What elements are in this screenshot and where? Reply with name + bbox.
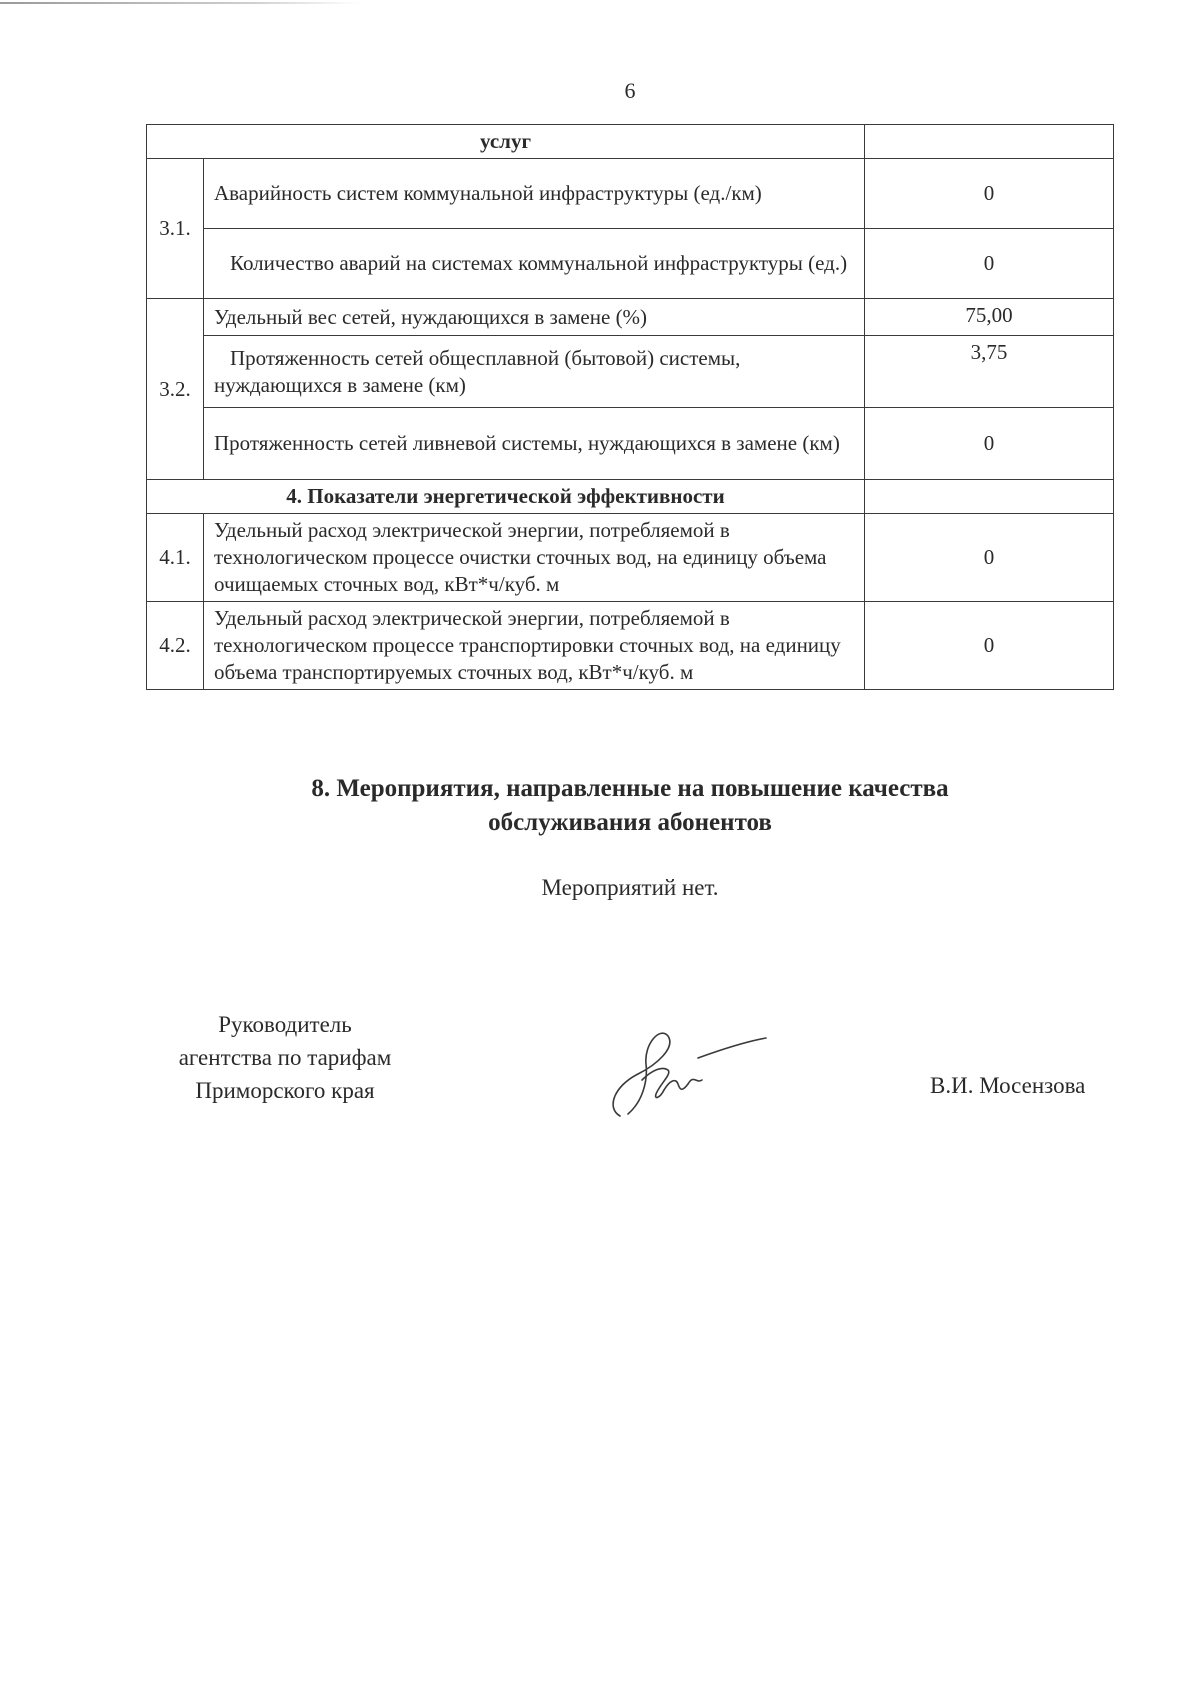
signatory-title: [140, 1008, 430, 1107]
section-header-energy: 4. Показатели энергетической эффективности: [147, 480, 865, 514]
carry-header-cell: услуг: [147, 125, 865, 159]
section-8-heading-line1: 8. Мероприятия, направленные на повышение качества: [311, 775, 949, 802]
row-number-4-1: 4.1.: [147, 514, 204, 602]
section-header-value-cell: [865, 480, 1114, 514]
handwritten-signature: [598, 1018, 778, 1128]
indicator-value: 0: [865, 159, 1114, 229]
indicator-value: 75,00: [865, 299, 1114, 336]
indicator-value: 0: [865, 408, 1114, 480]
indicator-value: 0: [865, 602, 1114, 690]
table-row: [147, 125, 1114, 159]
indicator-label: Количество аварий на системах коммунальной инфраструктуры (ед.): [204, 229, 865, 299]
indicator-label: Протяженность сетей общесплавной (бытовой) системы, нуждающихся в замене (км): [204, 336, 865, 408]
carry-header-value-cell: [865, 125, 1114, 159]
section-8-heading-line2: обслуживания абонентов: [488, 809, 772, 836]
indicator-value: 0: [865, 514, 1114, 602]
scan-edge-mark: [0, 2, 360, 4]
indicator-label: Аварийность систем коммунальной инфраструктуры (ед./км): [204, 159, 865, 229]
page-number: 6: [624, 78, 636, 103]
table-row: [147, 299, 1114, 336]
indicator-label: Протяженность сетей ливневой системы, нуждающихся в замене (км): [204, 408, 865, 480]
signatory-name: В.И. Мосензова: [930, 1073, 1086, 1098]
indicator-label: Удельный расход электрической энергии, потребляемой в технологическом процессе транспортировки сточных вод, на единицу объема транспортируемых сточных вод, кВт*ч/куб. м: [204, 602, 865, 690]
row-number-4-2: 4.2.: [147, 602, 204, 690]
signatory-title-line2: агентства по тарифам: [178, 1045, 392, 1070]
indicator-value: 3,75: [865, 336, 1114, 408]
table-row: [147, 480, 1114, 514]
signatory-title-line1: Руководитель: [218, 1012, 352, 1037]
indicator-label: Удельный вес сетей, нуждающихся в замене (%): [204, 299, 865, 336]
table-row: [147, 602, 1114, 690]
table-row: [147, 336, 1114, 408]
indicators-table: [146, 124, 1114, 690]
indicator-label: Удельный расход электрической энергии, потребляемой в технологическом процессе очистки сточных вод, на единицу объема очищаемых сточных вод, кВт*ч/куб. м: [204, 514, 865, 602]
row-number-3-1: 3.1.: [147, 159, 204, 299]
indicator-value: 0: [865, 229, 1114, 299]
no-measures-text: Мероприятий нет.: [541, 875, 719, 900]
row-number-3-2: 3.2.: [147, 299, 204, 480]
section-8-heading: [0, 772, 1200, 840]
table-row: [147, 514, 1114, 602]
signatory-title-line3: Приморского края: [195, 1078, 375, 1103]
table-row: [147, 159, 1114, 229]
table-row: [147, 408, 1114, 480]
table-row: [147, 229, 1114, 299]
